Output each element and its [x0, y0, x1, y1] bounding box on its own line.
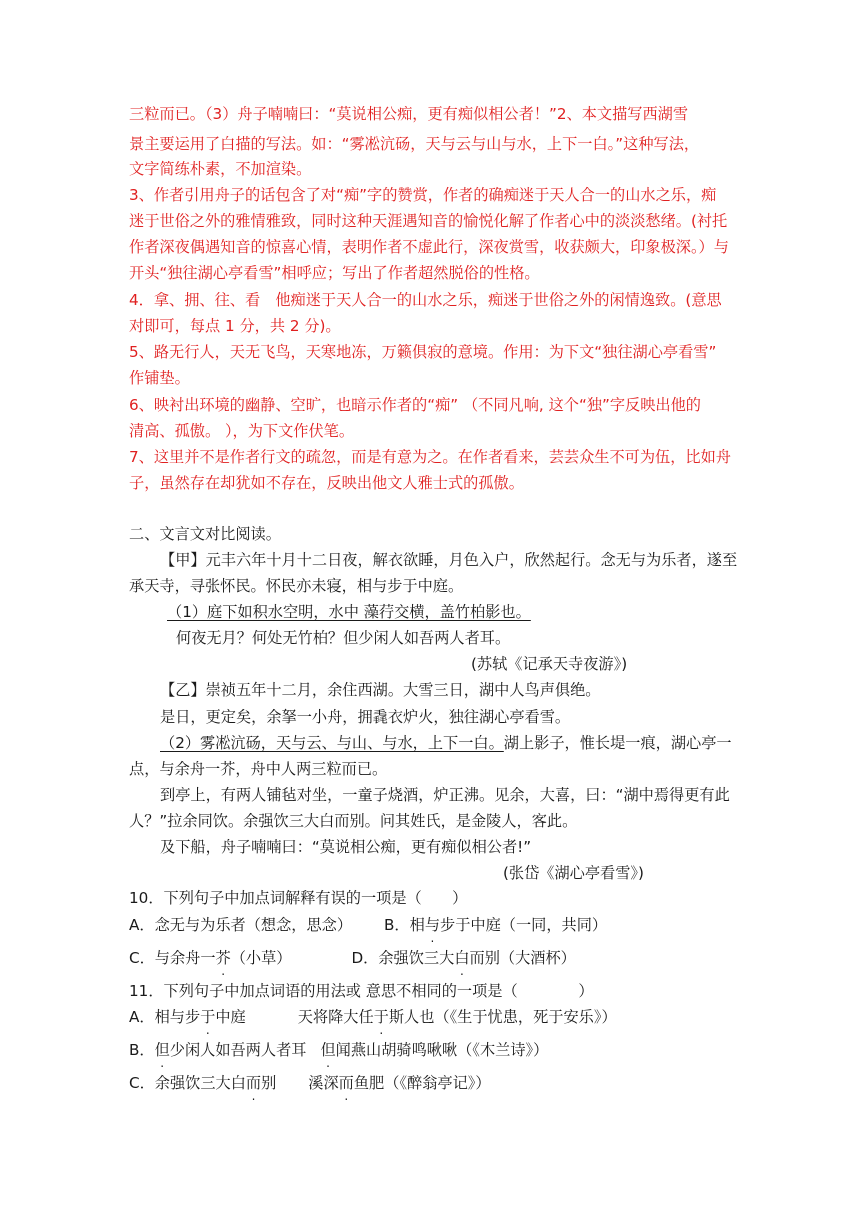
- dotted-word: 与: [424, 916, 440, 934]
- passage-jia-line: 承天寺，寻张怀民。怀民亦未寝，相与步于中庭。: [129, 577, 464, 595]
- answer-line: 对即可，每点 1 分，共 2 分)。: [129, 317, 341, 335]
- passage-text: 湖上影子，惟长堤一痕，湖心亭一: [503, 734, 732, 752]
- question-11-stem: 11．下列句子中加点词语的用法或 意思不相同的一项是（ ）: [129, 982, 594, 1000]
- question-10-options-cd: [129, 948, 576, 968]
- section-heading: 二、文言文对比阅读。: [129, 525, 281, 543]
- dotted-word: 于: [373, 1008, 389, 1026]
- option-d: [351, 949, 575, 967]
- option-text: 鱼肥（《醉翁亭记》）: [353, 1074, 491, 1092]
- option-a: A．念无与为乐者（想念，思念）: [129, 916, 353, 934]
- answer-line: 清高、孤傲。 ），为下文作伏笔。: [129, 422, 355, 440]
- dotted-word: 芥: [215, 949, 231, 967]
- passage-jia-underlined-line: [167, 602, 531, 622]
- passage-text: 元丰六年十月十二日夜，解衣欲睡，月色入户，欣然起行。念无与为乐者，遂至: [205, 551, 738, 569]
- answer-line: 作铺垫。: [129, 369, 190, 387]
- dotted-word: 但: [320, 1041, 336, 1059]
- answer-line: 景主要运用了白描的写法。如：“雾凇沆砀，天与云与山与水，上下一白。”这种写法，: [129, 135, 700, 153]
- answer-line: 三粒而已。（3）舟子喃喃曰：“莫说相公痴，更有痴似相公者！”2、本文描写西湖雪: [129, 105, 689, 123]
- dotted-word: 而: [338, 1074, 354, 1092]
- passage-yi-line: [160, 680, 600, 700]
- underlined-sentence-1: （1）庭下如积水空明，水中 藻荇交横，盖竹柏影也。: [167, 603, 531, 621]
- answer-line: 作者深夜偶遇知音的惊喜心情，表明作者不虚此行，深夜赏雪，收获颇大，印象极深。）与: [129, 238, 729, 256]
- dotted-word: 于: [200, 1008, 216, 1026]
- option-b: [384, 916, 607, 934]
- answer-line: 5、路无行人，天无飞鸟，天寒地冻，万籁俱寂的意境。作用：为下文“独往湖心亭看雪”: [129, 343, 717, 361]
- passage-yi-line: 点，与余舟一芥，舟中人两三粒而已。: [129, 760, 388, 778]
- answer-line: 3、作者引用舟子的话包含了对“痴”字的赞赏，作者的确痴迷于天人合一的山水之乐，痴: [129, 186, 717, 204]
- answer-line: 子，虽然存在却犹如不存在，反映出他文人雅士式的孤傲。: [129, 474, 524, 492]
- dotted-word: 白: [454, 949, 470, 967]
- option-text: C．与余舟一: [129, 949, 216, 967]
- option-text: 少闲人如吾两人者耳: [169, 1041, 307, 1059]
- question-10-stem: 10．下列句子中加点词解释有误的一项是（ ）: [129, 889, 468, 907]
- option-text: 斯人也（《生于忧患，死于安乐》）: [388, 1008, 617, 1026]
- answer-line: 4．拿、拥、往、看 他痴迷于天人合一的山水之乐，痴迷于世俗之外的闲情逸致。(意思: [129, 291, 722, 309]
- passage-yi-line: 及下船，舟子喃喃曰：“莫说相公痴，更有痴似相公者!”: [160, 838, 532, 856]
- option-text: 别: [261, 1074, 277, 1092]
- passage-jia-line: 何夜无月？何处无竹柏？但少闲人如吾两人者耳。: [176, 629, 511, 647]
- option-text: 步于中庭（一同，共同）: [440, 916, 608, 934]
- passage-yi-line: 到亭上，有两人铺毡对坐，一童子烧酒，炉正沸。见余，大喜，曰：“湖中焉得更有此: [160, 786, 730, 804]
- passage-jia-source: (苏轼《记承天寺夜游》): [471, 655, 628, 673]
- option-text: 天将降大任: [297, 1008, 374, 1026]
- question-11-option-b: [129, 1040, 548, 1060]
- underlined-sentence-2: （2）雾凇沆砀，天与云、与山、与水，上下一白。: [160, 734, 504, 752]
- answer-line: 7、这里并不是作者行文的疏忽，而是有意为之。在作者看来，芸芸众生不可为伍，比如舟: [129, 448, 731, 466]
- option-text: A．相与步: [129, 1008, 201, 1026]
- passage-yi-tag: 【乙】: [160, 681, 206, 699]
- answer-line: 迷于世俗之外的雅情雅致，同时这种天涯遇知音的愉悦化解了作者心中的淡淡愁绪。(衬托: [129, 212, 728, 230]
- answer-line: 文字简练朴素，不加渲染。: [129, 160, 312, 178]
- option-text: （小草）: [230, 949, 292, 967]
- option-text: B．相: [384, 916, 425, 934]
- question-11-option-c: [129, 1073, 491, 1093]
- passage-yi-line: 人？”拉余同饮。余强饮三大白而别。问其姓氏，是金陵人，客此。: [129, 812, 578, 830]
- option-text: C．余强饮三大白: [129, 1074, 246, 1092]
- option-text: 中庭: [215, 1008, 246, 1026]
- passage-yi-source: (张岱《湖心亭看雪》): [503, 864, 644, 882]
- passage-yi-line: 是日，更定矣，余拏一小舟，拥毳衣炉火，独往湖心亭看雪。: [160, 708, 571, 726]
- dotted-word: 而: [245, 1074, 262, 1092]
- option-text: 溪深: [308, 1074, 339, 1092]
- answer-line: 6、映衬出环境的幽静、空旷，也暗示作者的“痴” （不同凡响, 这个“独”字反映出他的: [129, 396, 701, 414]
- passage-jia-tag: 【甲】: [160, 551, 206, 569]
- dotted-word: 但: [154, 1041, 170, 1059]
- question-10-options-ab: [129, 915, 607, 935]
- option-c: [129, 949, 291, 967]
- option-text: D．余强饮三大: [351, 949, 455, 967]
- passage-text: 崇祯五年十二月，余住西湖。大雪三日，湖中人鸟声俱绝。: [205, 681, 601, 699]
- option-text: 闻燕山胡骑鸣啾啾（《木兰诗》）: [335, 1041, 549, 1059]
- question-11-option-a: [129, 1007, 617, 1027]
- option-text: 而别（大酒杯）: [469, 949, 576, 967]
- passage-jia-line: [160, 550, 737, 570]
- passage-yi-underlined-line: [160, 733, 732, 753]
- answer-line: 开头“独往湖心亭看雪”相呼应；写出了作者超然脱俗的性格。: [129, 264, 540, 282]
- option-text: B．: [129, 1041, 155, 1059]
